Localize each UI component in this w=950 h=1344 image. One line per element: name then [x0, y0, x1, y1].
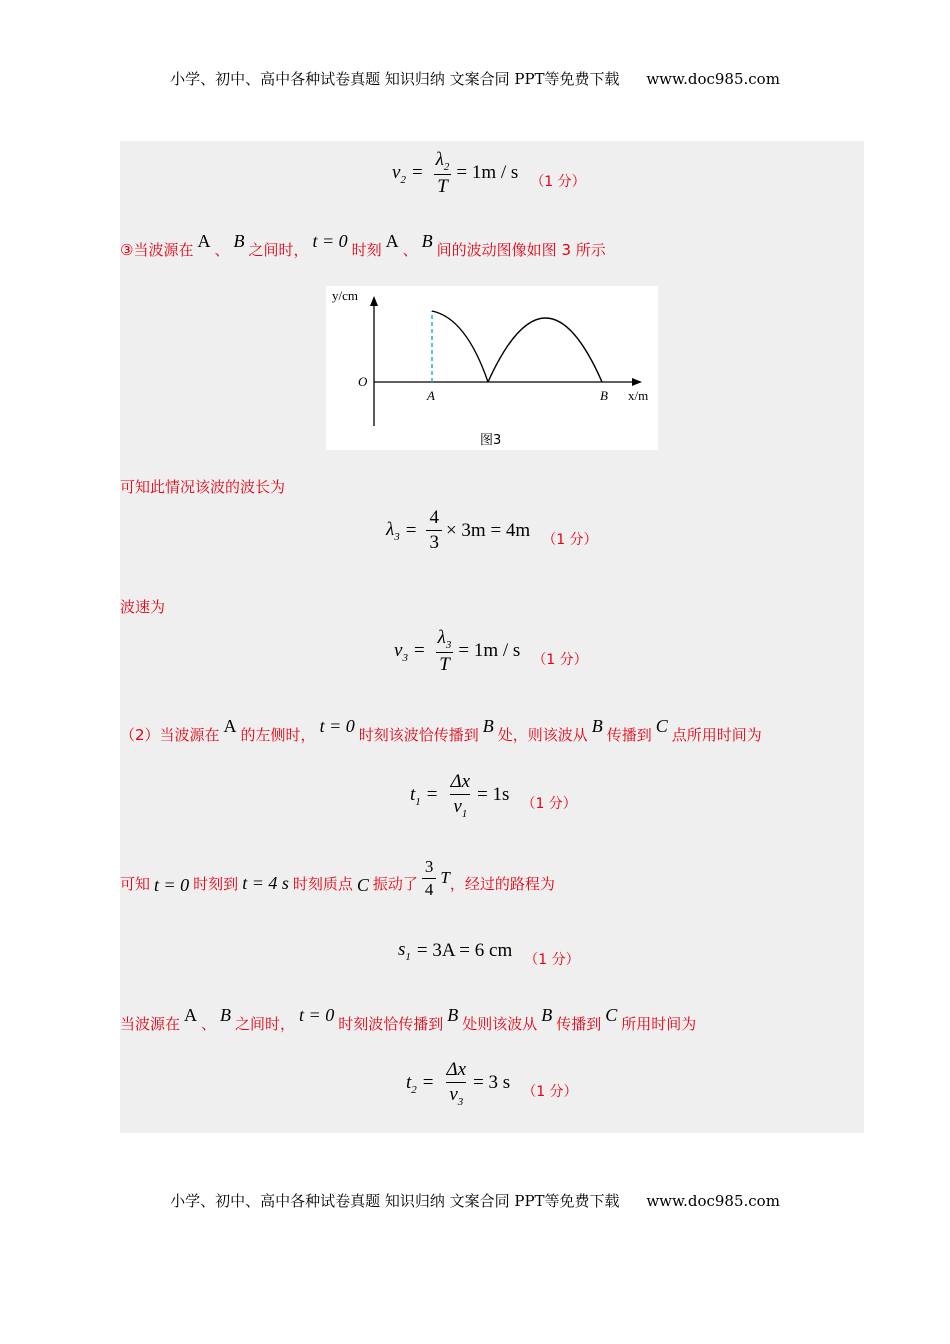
score-label: （1 分） — [530, 174, 586, 191]
answer-panel — [120, 141, 864, 1133]
header-text: 小学、初中、高中各种试卷真题 知识归纳 文案合同 PPT等免费下载 — [170, 70, 620, 88]
equation-lambda3: $\lambda_3$ = $\frac{4}{3}$ × 3m = 4m （1 分） — [386, 507, 598, 553]
equation-s1: $s_1$ = 3A = 6 cm （1 分） — [398, 939, 580, 968]
x-axis-label: x/m — [628, 388, 649, 403]
eq-fraction: $\frac{\lambda_2}{T}$ — [435, 149, 450, 197]
point-B-label: B — [600, 388, 608, 403]
score-label: （1 分） — [524, 951, 580, 968]
wave-segment-2 — [488, 318, 602, 382]
equation-v2: $v_2$ = $\frac{\lambda_2}{T}$ = 1m / s （1 分） — [392, 149, 586, 197]
x-axis-arrow — [632, 378, 642, 386]
score-label: （1 分） — [521, 796, 577, 813]
wave-segment-1 — [432, 311, 488, 382]
y-axis-arrow — [370, 296, 378, 306]
eq-lhs: $v_2$ — [392, 161, 406, 186]
text-line-speed: 波速为 — [120, 598, 166, 616]
wave-figure — [326, 286, 658, 450]
header-site[interactable]: www.doc985.com — [646, 70, 780, 88]
text-line-case3: ③当波源在 A 、 B 之间时， t = 0 时刻 A 、 B 间的波动图像如图 3 所示 — [120, 231, 606, 259]
score-label: （1 分） — [522, 1084, 578, 1101]
text-line-known: 可知 t = 0 时刻到 t = 4 s 时刻质点 C 振动了 $\frac{3}{4}$ T ，经过的路程为 — [120, 857, 555, 899]
equation-t2: $t_2$ = $\frac{\Delta x}{v_3}$ = 3 s （1 分） — [406, 1059, 578, 1108]
footer-site[interactable]: www.doc985.com — [646, 1192, 780, 1210]
equation-v3: $v_3$ = $\frac{\lambda_3}{T}$ = 1m / s （1 分） — [394, 627, 588, 675]
wave-graph — [326, 286, 658, 450]
point-A-label: A — [427, 388, 435, 403]
page-footer — [0, 1190, 950, 1211]
footer-text: 小学、初中、高中各种试卷真题 知识归纳 文案合同 PPT等免费下载 — [170, 1192, 620, 1210]
eq-rhs: = 1m / s — [456, 162, 519, 184]
equation-t1: $t_1$ = $\frac{\Delta x}{v_1}$ = 1s （1 分） — [410, 771, 577, 820]
y-axis-label: y/cm — [332, 288, 358, 303]
figure-caption: 图3 — [480, 433, 502, 448]
text-line-wavelength: 可知此情况该波的波长为 — [120, 478, 286, 496]
score-label: （1 分） — [542, 531, 598, 548]
page-header — [0, 68, 950, 89]
score-label: （1 分） — [532, 652, 588, 669]
text-line-between: 当波源在 A 、 B 之间时， t = 0 时刻波恰传播到 B 处则该波从 B 传播到 C 所用时间为 — [120, 1005, 697, 1033]
origin-label: O — [358, 374, 368, 389]
text-line-part2: （2）当波源在 A 的左侧时， t = 0 时刻该波恰传播到 B 处，则该波从 B 传播到 C 点所用时间为 — [120, 716, 762, 744]
